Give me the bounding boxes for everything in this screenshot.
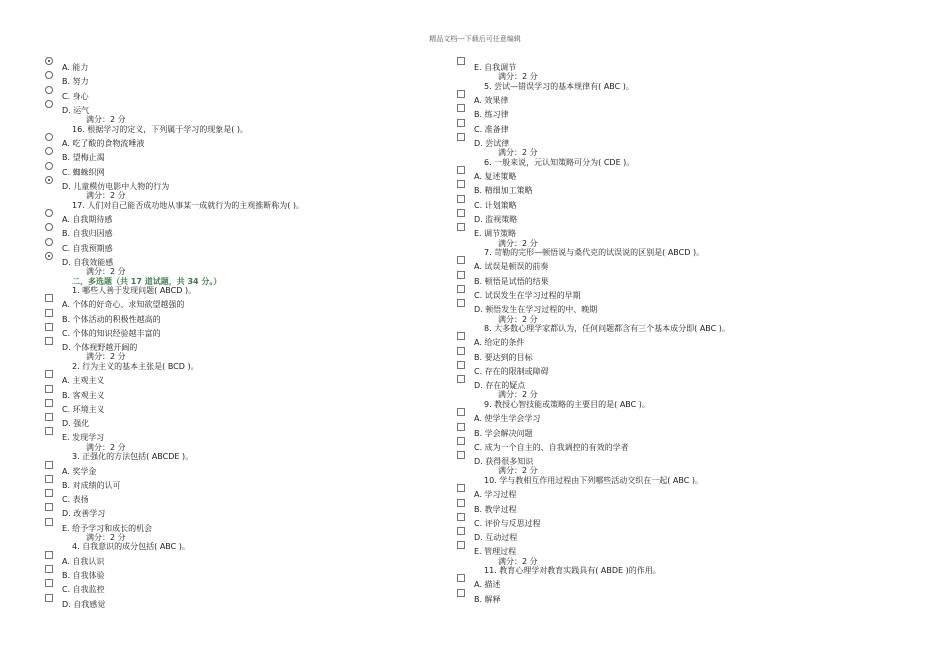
option-label: A. 复述策略: [474, 172, 517, 182]
option-label: D. 个体视野越开阔的: [62, 343, 138, 353]
radio-button[interactable]: [45, 176, 53, 184]
answer-option: [45, 428, 425, 442]
answer-option: [457, 376, 897, 390]
answer-option: [457, 485, 897, 499]
score-label: 满分：2 分: [498, 556, 538, 566]
option-label: C. 评价与反思过程: [474, 518, 541, 528]
option-label: A. 个体的好奇心、求知欲望越强的: [62, 300, 185, 310]
option-label: C. 准备律: [474, 124, 509, 134]
answer-option: [45, 224, 425, 238]
answer-option: [45, 386, 425, 400]
answer-option: [457, 362, 897, 376]
option-label: E. 自我调节: [474, 63, 517, 72]
answer-option: [45, 253, 425, 267]
checkbox[interactable]: [457, 527, 465, 535]
answer-option: [457, 257, 897, 271]
radio-button[interactable]: [45, 100, 53, 108]
checkbox[interactable]: [45, 427, 53, 435]
checkbox[interactable]: [45, 565, 53, 573]
question-text: 6. 一般来说，元认知策略可分为( CDE )。: [484, 157, 635, 167]
checkbox[interactable]: [45, 309, 53, 317]
option-label: B. 顿悟是试悟的结果: [474, 276, 549, 286]
option-label: C. 自我预期感: [62, 243, 113, 253]
checkbox[interactable]: [457, 484, 465, 492]
checkbox[interactable]: [457, 361, 465, 369]
option-label: D. 获得很多知识: [474, 457, 534, 467]
checkbox[interactable]: [457, 423, 465, 431]
option-label: B. 个体活动的积极性越高的: [62, 314, 161, 324]
option-label: A. 主观主义: [62, 376, 105, 386]
score-label: 满分：2 分: [498, 148, 538, 158]
answer-option: [45, 72, 425, 86]
question-text: 9. 教授心智技能或策略的主要目的是( ABC )。: [484, 399, 650, 409]
checkbox[interactable]: [457, 574, 465, 582]
answer-option: [457, 590, 897, 604]
checkbox[interactable]: [457, 223, 465, 231]
score-label: 满分：2 分: [86, 533, 126, 543]
checkbox[interactable]: [457, 256, 465, 264]
checkbox[interactable]: [45, 337, 53, 345]
checkbox[interactable]: [45, 503, 53, 511]
checkbox[interactable]: [457, 589, 465, 597]
score-label: 满分：2 分: [498, 314, 538, 324]
checkbox[interactable]: [457, 408, 465, 416]
score-label: 满分：2 分: [498, 72, 538, 82]
answer-option: [457, 134, 897, 148]
answer-option: [457, 167, 897, 181]
answer-option: [457, 91, 897, 105]
option-label: B. 望梅止渴: [62, 153, 105, 163]
answer-option: [457, 196, 897, 210]
question-text: 2. 行为主义的基本主张是( BCD )。: [72, 361, 199, 371]
right-column: [457, 58, 897, 604]
checkbox[interactable]: [45, 551, 53, 559]
answer-option: [457, 542, 897, 556]
answer-option: [45, 295, 425, 309]
question-text: 7. 苛勒的完形—顿悟说与桑代克的试误说的区别是( ABCD )。: [484, 247, 705, 257]
checkbox[interactable]: [45, 594, 53, 602]
score-label: 满分：2 分: [86, 115, 126, 125]
radio-button[interactable]: [45, 238, 53, 246]
option-label: E. 给予学习和成长的机会: [62, 523, 153, 533]
option-label: D. 监视策略: [474, 214, 518, 224]
answer-option: [45, 134, 425, 148]
option-label: C. 蜘蛛织网: [62, 167, 105, 177]
checkbox[interactable]: [457, 451, 465, 459]
option-label: A. 自我认识: [62, 556, 105, 566]
option-label: D. 自我感觉: [62, 599, 106, 609]
checkbox[interactable]: [457, 437, 465, 445]
option-label: A. 效果律: [474, 96, 509, 106]
answer-option: [457, 286, 897, 300]
radio-button[interactable]: [45, 252, 53, 260]
answer-option: [45, 400, 425, 414]
score-label: 满分：2 分: [86, 267, 126, 277]
option-label: A. 吃了酸的食物流唾液: [62, 138, 145, 148]
answer-option: [45, 414, 425, 428]
question-text: 10. 学与教相互作用过程由下列哪些活动交织在一起( ABC )。: [484, 475, 703, 485]
checkbox[interactable]: [457, 513, 465, 521]
option-label: E. 调节策略: [474, 229, 517, 239]
option-label: B. 自我体验: [62, 571, 105, 581]
answer-option: [45, 580, 425, 594]
option-label: A. 给定的条件: [474, 338, 525, 348]
option-label: C. 个体的知识经验越丰富的: [62, 328, 161, 338]
answer-option: [45, 490, 425, 504]
option-label: C. 身心: [62, 91, 89, 101]
answer-option: [45, 476, 425, 490]
option-label: D. 尝试律: [474, 138, 510, 148]
answer-option: [45, 210, 425, 224]
option-label: C. 试误发生在学习过程的早期: [474, 290, 581, 300]
checkbox[interactable]: [457, 195, 465, 203]
question-text: 4. 自我意识的成分包括( ABC )。: [72, 542, 190, 552]
section-heading: 二、多选题（共 17 道试题，共 34 分。）: [72, 276, 222, 286]
option-label: D. 自我效能感: [62, 257, 114, 267]
checkbox[interactable]: [457, 499, 465, 507]
option-label: A. 描述: [474, 580, 501, 590]
checkbox[interactable]: [457, 375, 465, 383]
score-label: 满分：2 分: [498, 238, 538, 248]
answer-option: [457, 424, 897, 438]
radio-button[interactable]: [45, 223, 53, 231]
answer-option: [45, 552, 425, 566]
checkbox[interactable]: [457, 104, 465, 112]
option-label: D. 互动过程: [474, 533, 518, 543]
answer-option: [457, 514, 897, 528]
answer-option: [45, 177, 425, 191]
radio-button[interactable]: [45, 147, 53, 155]
option-label: A. 自我期待感: [62, 214, 113, 224]
option-label: C. 环境主义: [62, 404, 105, 414]
answer-option: [457, 210, 897, 224]
answer-option: [45, 324, 425, 338]
answer-option: [45, 310, 425, 324]
checkbox[interactable]: [45, 399, 53, 407]
checkbox[interactable]: [457, 285, 465, 293]
radio-button[interactable]: [45, 86, 53, 94]
checkbox[interactable]: [457, 90, 465, 98]
option-label: D. 顿悟发生在学习过程的中、晚期: [474, 305, 598, 315]
option-label: B. 教学过程: [474, 504, 517, 514]
checkbox[interactable]: [457, 271, 465, 279]
answer-option: [457, 105, 897, 119]
question-text: 3. 正强化的方法包括( ABCDE )。: [72, 452, 194, 462]
question-text: 1. 哪些人善于发现问题( ABCD )。: [72, 285, 197, 295]
answer-option: [45, 58, 425, 72]
option-label: C. 成为一个自主的、自我调控的有效的学者: [474, 442, 629, 452]
answer-option: [457, 333, 897, 347]
option-label: A. 试误是顿误的前奏: [474, 262, 549, 272]
question-text: 17. 人们对自己能否成功地从事某一成就行为的主观推断称为( )。: [72, 200, 305, 210]
radio-button[interactable]: [45, 209, 53, 217]
option-label: B. 自我归因感: [62, 229, 113, 239]
radio-button[interactable]: [45, 162, 53, 170]
answer-option: [45, 519, 425, 533]
question-text: 16. 根据学习的定义，下列属于学习的现象是( )。: [72, 124, 249, 134]
checkbox[interactable]: [45, 461, 53, 469]
score-label: 满分：2 分: [86, 191, 126, 201]
answer-option: [457, 452, 897, 466]
checkbox[interactable]: [457, 332, 465, 340]
score-label: 满分：2 分: [86, 352, 126, 362]
option-label: B. 解释: [474, 594, 501, 604]
answer-option: [457, 181, 897, 195]
option-label: A. 学习过程: [474, 490, 517, 500]
option-label: D. 存在的疑点: [474, 381, 526, 391]
checkbox[interactable]: [457, 119, 465, 127]
option-label: B. 精细加工策略: [474, 186, 533, 196]
answer-option: [45, 595, 425, 609]
radio-button[interactable]: [45, 133, 53, 141]
option-label: D. 改善学习: [62, 509, 106, 519]
option-label: A. 能力: [62, 63, 89, 72]
checkbox[interactable]: [45, 579, 53, 587]
option-label: B. 对成绩的认可: [62, 480, 121, 490]
checkbox[interactable]: [45, 294, 53, 302]
answer-option: [45, 371, 425, 385]
answer-option: [45, 462, 425, 476]
checkbox[interactable]: [457, 209, 465, 217]
option-label: C. 表扬: [62, 495, 89, 505]
question-text: 5. 尝试—错误学习的基本规律有( ABC )。: [484, 81, 634, 91]
checkbox[interactable]: [45, 413, 53, 421]
option-label: B. 努力: [62, 77, 89, 87]
checkbox[interactable]: [457, 133, 465, 141]
checkbox[interactable]: [457, 166, 465, 174]
question-text: 8. 大多数心理学家都认为，任何问题都含有三个基本成分即( ABC )。: [484, 323, 730, 333]
option-label: C. 计划策略: [474, 200, 517, 210]
page-header: 精品文档---下载后可任意编辑: [429, 35, 521, 43]
radio-button[interactable]: [45, 71, 53, 79]
option-label: A. 奖学金: [62, 466, 97, 476]
answer-option: [457, 528, 897, 542]
answer-option: [45, 239, 425, 253]
option-label: B. 要达到的目标: [474, 352, 533, 362]
option-label: D. 运气: [62, 105, 90, 115]
checkbox[interactable]: [45, 370, 53, 378]
answer-option: [457, 120, 897, 134]
answer-option: [45, 504, 425, 518]
answer-option: [45, 101, 425, 115]
option-label: E. 发现学习: [62, 433, 105, 443]
option-label: A. 使学生学会学习: [474, 414, 541, 424]
score-label: 满分：2 分: [86, 442, 126, 452]
answer-option: [45, 148, 425, 162]
checkbox[interactable]: [457, 299, 465, 307]
checkbox[interactable]: [457, 347, 465, 355]
option-label: C. 存在的限制或障碍: [474, 366, 549, 376]
answer-option: [457, 438, 897, 452]
answer-option: [457, 500, 897, 514]
score-label: 满分：2 分: [498, 390, 538, 400]
answer-option: [457, 409, 897, 423]
answer-option: [457, 224, 897, 238]
answer-option: [457, 272, 897, 286]
option-label: B. 学会解决问题: [474, 428, 533, 438]
checkbox[interactable]: [457, 57, 465, 65]
checkbox[interactable]: [457, 180, 465, 188]
checkbox[interactable]: [45, 489, 53, 497]
left-column: [45, 58, 425, 609]
answer-option: [45, 87, 425, 101]
answer-option: [457, 348, 897, 362]
option-label: C. 自我监控: [62, 585, 105, 595]
option-label: B. 客观主义: [62, 390, 105, 400]
option-label: D. 儿童模仿电影中人物的行为: [62, 181, 170, 191]
checkbox[interactable]: [457, 541, 465, 549]
answer-option: [457, 575, 897, 589]
answer-option: [45, 566, 425, 580]
score-label: 满分：2 分: [498, 466, 538, 476]
checkbox[interactable]: [45, 323, 53, 331]
option-label: B. 练习律: [474, 110, 509, 120]
checkbox[interactable]: [45, 385, 53, 393]
answer-option: [45, 338, 425, 352]
option-label: D. 强化: [62, 419, 90, 429]
question-text: 11. 教育心理学对教育实践具有( ABDE )的作用。: [484, 566, 661, 576]
option-label: E. 管理过程: [474, 547, 517, 557]
answer-option: [45, 163, 425, 177]
answer-option: [457, 300, 897, 314]
checkbox[interactable]: [45, 475, 53, 483]
radio-button[interactable]: [45, 57, 53, 65]
answer-option: [457, 58, 897, 72]
checkbox[interactable]: [45, 518, 53, 526]
